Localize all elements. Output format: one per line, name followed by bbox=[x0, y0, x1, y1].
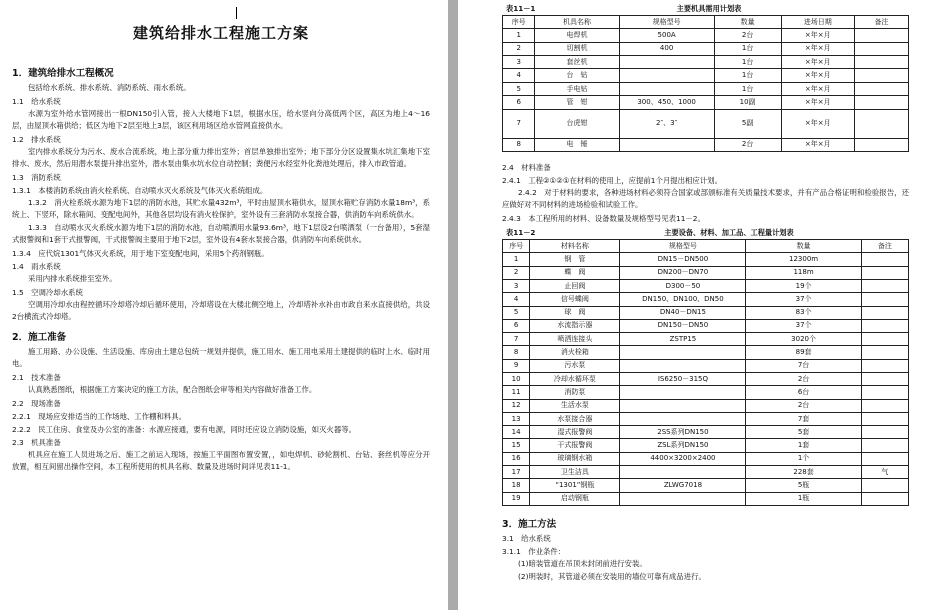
table2-caption bbox=[502, 228, 909, 238]
left-page bbox=[0, 0, 448, 610]
subsection-heading: 1.3.4 应代烷1301气体灭火系统，用于地下室变配电间，采用5个药剂钢瓶。 bbox=[12, 249, 269, 258]
table-cell bbox=[861, 359, 908, 372]
table-cell bbox=[619, 82, 714, 95]
table-row bbox=[503, 333, 909, 346]
table-cell bbox=[620, 346, 746, 359]
table-cell bbox=[854, 42, 908, 55]
column-header: 备注 bbox=[854, 16, 908, 29]
table-cell: DN150、DN100、DN50 bbox=[620, 293, 746, 306]
table-cell bbox=[854, 56, 908, 69]
table-cell: 89套 bbox=[746, 346, 861, 359]
table1-title: 主要机具需用计划表 bbox=[676, 4, 742, 13]
table-row bbox=[503, 266, 909, 279]
subsection-heading: 2.4 材料准备 bbox=[502, 163, 551, 173]
table-cell: 37个 bbox=[746, 293, 861, 306]
table-cell: 2台 bbox=[746, 373, 861, 386]
table-cell: ZSTP15 bbox=[620, 333, 746, 346]
table-row bbox=[503, 426, 909, 439]
table-cell: 2SS系列DN150 bbox=[620, 426, 746, 439]
section-heading: 1．建筑给排水工程概况 bbox=[12, 68, 114, 79]
column-header: 进场日期 bbox=[781, 16, 854, 29]
right-page bbox=[458, 0, 927, 610]
table-cell: 3 bbox=[503, 279, 530, 292]
table-cell: 118m bbox=[746, 266, 861, 279]
table-cell: 1台 bbox=[714, 56, 781, 69]
section-heading: 3．施工方法 bbox=[502, 518, 557, 530]
table-cell: 1 bbox=[503, 253, 530, 266]
table-cell: IS6250－315Q bbox=[620, 373, 746, 386]
table-cell: 套丝机 bbox=[535, 56, 619, 69]
table-cell: DN150－DN50 bbox=[620, 319, 746, 332]
table-cell bbox=[619, 69, 714, 82]
table-cell: 4 bbox=[503, 69, 535, 82]
table-row bbox=[503, 96, 909, 109]
table-cell: 300、450、1000 bbox=[619, 96, 714, 109]
column-header: 规格型号 bbox=[620, 240, 746, 253]
table-cell: 电 锤 bbox=[535, 138, 619, 151]
table-row bbox=[503, 109, 909, 138]
table-row bbox=[503, 42, 909, 55]
table-cell: 12 bbox=[503, 399, 530, 412]
table1-number: 表11－1 bbox=[506, 4, 536, 13]
table-cell: 1台 bbox=[714, 42, 781, 55]
table-cell: 11 bbox=[503, 386, 530, 399]
table-cell: 37个 bbox=[746, 319, 861, 332]
paragraph: 空调用冷却水由程控循环冷却塔冷却后循环使用，冷却塔设在大楼北侧空地上，冷却塔补水补由市政自来水直接供给，共设2台横流式冷却塔。 bbox=[12, 300, 430, 321]
table-cell: 10副 bbox=[714, 96, 781, 109]
table-cell: 1个 bbox=[746, 452, 861, 465]
table-cell: 18 bbox=[503, 479, 530, 492]
table-cell: ×年×月 bbox=[781, 69, 854, 82]
construction-method-section bbox=[502, 516, 909, 583]
table-row bbox=[503, 439, 909, 452]
table-cell: 消防泵 bbox=[530, 386, 620, 399]
table1-header-row bbox=[503, 16, 909, 29]
table-row bbox=[503, 82, 909, 95]
table-cell: 400 bbox=[619, 42, 714, 55]
subsection-heading: 2.3 机具准备 bbox=[12, 438, 61, 447]
table-cell: 2 bbox=[503, 42, 535, 55]
table-cell bbox=[861, 279, 908, 292]
table-cell: ×年×月 bbox=[781, 29, 854, 42]
table-cell: 水流指示器 bbox=[530, 319, 620, 332]
table-cell: 6 bbox=[503, 96, 535, 109]
subsection-heading: 2.4.3 本工程所用的材料、设备数量及规格型号见表11－2。 bbox=[502, 214, 705, 224]
table-cell: ZLWG7018 bbox=[620, 479, 746, 492]
table-cell: DN200－DN70 bbox=[620, 266, 746, 279]
subsection-heading: 2.4.1 工程②①②①在材料的使用上，应提前1个月提出相应计划。 bbox=[502, 176, 722, 186]
table-cell bbox=[861, 439, 908, 452]
table-cell: 2台 bbox=[714, 29, 781, 42]
table2-number: 表11－2 bbox=[506, 228, 536, 238]
table-cell bbox=[620, 412, 746, 425]
subsection-heading: 1.3.1 本楼消防系统由消火栓系统、自动喷水灭火系统及气体灭火系统组成。 bbox=[12, 186, 268, 195]
table-cell bbox=[861, 426, 908, 439]
left-page-body bbox=[12, 65, 430, 473]
table-cell: 管 钳 bbox=[535, 96, 619, 109]
table-cell: 1瓶 bbox=[746, 492, 861, 505]
table-cell bbox=[861, 319, 908, 332]
table-cell: 16 bbox=[503, 452, 530, 465]
table-cell: 台虎钳 bbox=[535, 109, 619, 138]
table-cell: 500A bbox=[619, 29, 714, 42]
table-cell: 14 bbox=[503, 426, 530, 439]
table-cell: 5副 bbox=[714, 109, 781, 138]
table-cell bbox=[861, 399, 908, 412]
subsection-heading: 1.2 排水系统 bbox=[12, 135, 61, 144]
table-cell: 1套 bbox=[746, 439, 861, 452]
table-cell: 蝶 阀 bbox=[530, 266, 620, 279]
table-cell bbox=[620, 386, 746, 399]
table-cell: 污水泵 bbox=[530, 359, 620, 372]
column-header: 规格型号 bbox=[619, 16, 714, 29]
table-row bbox=[503, 452, 909, 465]
column-header: 序号 bbox=[503, 240, 530, 253]
table-cell bbox=[620, 466, 746, 479]
table-cell: 7 bbox=[503, 333, 530, 346]
table-cell bbox=[861, 306, 908, 319]
table-cell: 球 阀 bbox=[530, 306, 620, 319]
table-cell: 7 bbox=[503, 109, 535, 138]
materials-table bbox=[502, 239, 909, 506]
table-cell: 8 bbox=[503, 138, 535, 151]
subsection-heading: 2.2 现场准备 bbox=[12, 399, 61, 408]
table-cell bbox=[620, 492, 746, 505]
table-cell bbox=[854, 96, 908, 109]
table-cell: 10 bbox=[503, 373, 530, 386]
table-cell bbox=[861, 452, 908, 465]
subsection-heading: 2.1 技术准备 bbox=[12, 373, 61, 382]
table-row bbox=[503, 253, 909, 266]
table-cell bbox=[620, 359, 746, 372]
subsection-heading: 1.5 空调冷却水系统 bbox=[12, 288, 83, 297]
table-cell: ×年×月 bbox=[781, 56, 854, 69]
table-cell: ZSL系列DN150 bbox=[620, 439, 746, 452]
subsection-heading: 1.1 给水系统 bbox=[12, 97, 61, 106]
table-cell: 5 bbox=[503, 306, 530, 319]
table-cell: 电焊机 bbox=[535, 29, 619, 42]
table-cell: 消火栓箱 bbox=[530, 346, 620, 359]
table-cell bbox=[620, 399, 746, 412]
subsection-heading: 2.2.2 民工住房、食堂及办公室的准备：水源应接通，要有电源，同时还应设立消防设施，如灭火器等。 bbox=[12, 425, 356, 434]
table-cell: 9 bbox=[503, 359, 530, 372]
table-cell: 4400×3200×2400 bbox=[620, 452, 746, 465]
table-cell bbox=[619, 56, 714, 69]
table-cell bbox=[861, 266, 908, 279]
table-cell bbox=[854, 138, 908, 151]
table-cell bbox=[861, 386, 908, 399]
table-cell: DN15－DN500 bbox=[620, 253, 746, 266]
table-cell: 冷却水循环泵 bbox=[530, 373, 620, 386]
table-cell: 2 bbox=[503, 266, 530, 279]
table-row bbox=[503, 56, 909, 69]
table-cell: 5瓶 bbox=[746, 479, 861, 492]
table-cell: D300－50 bbox=[620, 279, 746, 292]
paragraph: 2.4.2 对于材料的要求，各种进场材料必须符合国家或部颁标准有关质量技术要求，并有产品合格证明和检验报告，还应做好对不同材料的进场检验和试验工作。 bbox=[502, 188, 909, 210]
table-row bbox=[503, 279, 909, 292]
table-cell bbox=[861, 479, 908, 492]
table-cell bbox=[854, 109, 908, 138]
paragraph: 室内排水系统分为污水、废水合流系统，地上部分重力排出室外；首层单独排出室外；地下部分分区设置集水坑汇集地下室排水、废水，然后用潜水泵提升排出室外，潜水泵由集水坑水位自动控制；粪便污水经室外化粪池处理后，排入市政管道。 bbox=[12, 147, 430, 168]
table-cell: 卫生洁具 bbox=[530, 466, 620, 479]
table-cell bbox=[861, 293, 908, 306]
table-cell: 19个 bbox=[746, 279, 861, 292]
section-heading: 2．施工准备 bbox=[12, 332, 67, 343]
paragraph: 认真熟悉图纸，根据施工方案决定的施工方法，配合图纸会审等相关内容做好准备工作。 bbox=[28, 385, 317, 394]
paragraph: (1)暗装管道在吊顶未封闭前进行安装。 bbox=[518, 558, 647, 568]
table-row bbox=[503, 346, 909, 359]
table-cell: 1台 bbox=[714, 69, 781, 82]
table-cell: 止回阀 bbox=[530, 279, 620, 292]
table-cell: 7套 bbox=[746, 412, 861, 425]
table-row bbox=[503, 492, 909, 505]
table-cell bbox=[854, 29, 908, 42]
table-cell: 2″、3″ bbox=[619, 109, 714, 138]
table-cell: 8 bbox=[503, 346, 530, 359]
paragraph: 水源为室外给水管网接出一根DN150引入管，接入大楼地下1层，根据水压，给水竖向分高低两个区，高区为地上4～16层，由屋顶水箱供给；低区为地下2层至地上3层，该区利用场区给水管网直接供水。 bbox=[12, 109, 430, 130]
table-row bbox=[503, 293, 909, 306]
table-row bbox=[503, 466, 909, 479]
table-row bbox=[503, 386, 909, 399]
column-header: 备注 bbox=[861, 240, 908, 253]
table-cell: 6 bbox=[503, 319, 530, 332]
column-header: 序号 bbox=[503, 16, 535, 29]
table-row bbox=[503, 373, 909, 386]
paragraph: 机具应在施工人员进场之后、施工之前运入现场，按施工平面图布置安置，，如电焊机、砂轮割机、台钻、套丝机等应分开放置，相互间留出操作空间，本工程所使用的机具名称、数量及进场时间详见表11-1。 bbox=[12, 450, 430, 471]
column-header: 机具名称 bbox=[535, 16, 619, 29]
table-cell bbox=[861, 346, 908, 359]
table-cell: 3 bbox=[503, 56, 535, 69]
table-cell: ×年×月 bbox=[781, 82, 854, 95]
table-cell: ×年×月 bbox=[781, 96, 854, 109]
table-cell: 喷洒连接头 bbox=[530, 333, 620, 346]
paragraph: 施工用路、办公设施、生活设施、库房由土建总包统一规划并提供，施工用水、施工用电采用土建提供的临时上水、临时用电。 bbox=[12, 347, 430, 368]
table-cell bbox=[854, 69, 908, 82]
table-cell: 3020个 bbox=[746, 333, 861, 346]
table-cell: 启动钢瓶 bbox=[530, 492, 620, 505]
paragraph: (2)明装时，其管道必须在安装用的墙位可靠有成品进行。 bbox=[518, 571, 706, 581]
column-header: 数量 bbox=[714, 16, 781, 29]
table-row bbox=[503, 29, 909, 42]
subsection-heading: 3.1 给水系统 bbox=[502, 533, 551, 543]
table-cell: 5 bbox=[503, 82, 535, 95]
table-cell: ×年×月 bbox=[781, 109, 854, 138]
table-row bbox=[503, 359, 909, 372]
column-header: 数量 bbox=[746, 240, 861, 253]
table-cell: 6台 bbox=[746, 386, 861, 399]
text-cursor bbox=[236, 7, 237, 19]
table-cell: 4 bbox=[503, 293, 530, 306]
table-row bbox=[503, 138, 909, 151]
subsection-heading: 2.2.1 现场应安排适当的工作场地、工作棚和料具。 bbox=[12, 412, 187, 421]
table-cell: 2台 bbox=[746, 399, 861, 412]
table-cell: 19 bbox=[503, 492, 530, 505]
table-cell: 钢 管 bbox=[530, 253, 620, 266]
table-cell: 2台 bbox=[714, 138, 781, 151]
table-cell: ×年×月 bbox=[781, 42, 854, 55]
table-cell: 台 钻 bbox=[535, 69, 619, 82]
table-cell: 生活水泵 bbox=[530, 399, 620, 412]
table-cell: 信号蝶阀 bbox=[530, 293, 620, 306]
paragraph: 1.3.2 消火栓系统水源为地下1层的消防水池，其贮水量432m³，平时由屋顶水箱供水，屋顶水箱贮存消防水量18m³，系统上、下竖环，除水箱间、变配电间外，其他各层均设有消火栓保护，室外设有三套消防水泵接合器，供消防车向系统供水。 bbox=[12, 198, 430, 219]
table-cell bbox=[861, 253, 908, 266]
table-cell: 干式报警阀 bbox=[530, 439, 620, 452]
table-cell: 1 bbox=[503, 29, 535, 42]
table-row bbox=[503, 306, 909, 319]
table-row bbox=[503, 479, 909, 492]
table-cell: 13 bbox=[503, 412, 530, 425]
table-cell: 12300m bbox=[746, 253, 861, 266]
table1-caption bbox=[502, 4, 909, 14]
table-cell: 手电钻 bbox=[535, 82, 619, 95]
table-cell: 水泵接合器 bbox=[530, 412, 620, 425]
table-row bbox=[503, 412, 909, 425]
table-cell bbox=[861, 373, 908, 386]
table-cell: 7台 bbox=[746, 359, 861, 372]
paragraph: 采用内排水系统排至室外。 bbox=[28, 274, 117, 283]
table-cell: 5套 bbox=[746, 426, 861, 439]
table-cell: 1台 bbox=[714, 82, 781, 95]
table-cell bbox=[861, 333, 908, 346]
table-cell bbox=[854, 82, 908, 95]
table-cell: 切割机 bbox=[535, 42, 619, 55]
table-cell: 气 bbox=[861, 466, 908, 479]
paragraph: 1.3.3 自动喷水灭火系统水源为地下1层的消防水池，自动喷洒用水量93.6m³，地下1层设2台喷洒泵（一台备用），5套湿式报警阀和1套干式报警阀，干式报警阀主要用于地下2层，室外设有4套水泵接合器，供消防车向系统供水。 bbox=[12, 223, 430, 244]
subsection-heading: 1.4 雨水系统 bbox=[12, 262, 61, 271]
table-cell: “1301”钢瓶 bbox=[530, 479, 620, 492]
column-header: 材料名称 bbox=[530, 240, 620, 253]
table-cell: 15 bbox=[503, 439, 530, 452]
subsection-heading: 3.1.1 作业条件： bbox=[502, 546, 566, 556]
table2-header-row bbox=[503, 240, 909, 253]
table-cell: DN40－DN15 bbox=[620, 306, 746, 319]
table-cell: 228套 bbox=[746, 466, 861, 479]
equipment-table bbox=[502, 15, 909, 152]
table-row bbox=[503, 319, 909, 332]
subsection-heading: 1.3 消防系统 bbox=[12, 173, 61, 182]
table-cell: 玻璃钢水箱 bbox=[530, 452, 620, 465]
table-row bbox=[503, 69, 909, 82]
material-prep-section bbox=[502, 162, 909, 224]
table-cell: 湿式报警阀 bbox=[530, 426, 620, 439]
table2-title: 主要设备、材料、加工品、工程量计划表 bbox=[664, 228, 794, 238]
table-cell: 17 bbox=[503, 466, 530, 479]
table-cell: ×年×月 bbox=[781, 138, 854, 151]
table-cell bbox=[861, 492, 908, 505]
table-cell bbox=[619, 138, 714, 151]
paragraph: 包括给水系统、排水系统、消防系统、雨水系统。 bbox=[28, 83, 191, 92]
table-row bbox=[503, 399, 909, 412]
document-title: 建筑给排水工程施工方案 bbox=[132, 24, 309, 42]
table-cell bbox=[861, 412, 908, 425]
table-cell: 83个 bbox=[746, 306, 861, 319]
